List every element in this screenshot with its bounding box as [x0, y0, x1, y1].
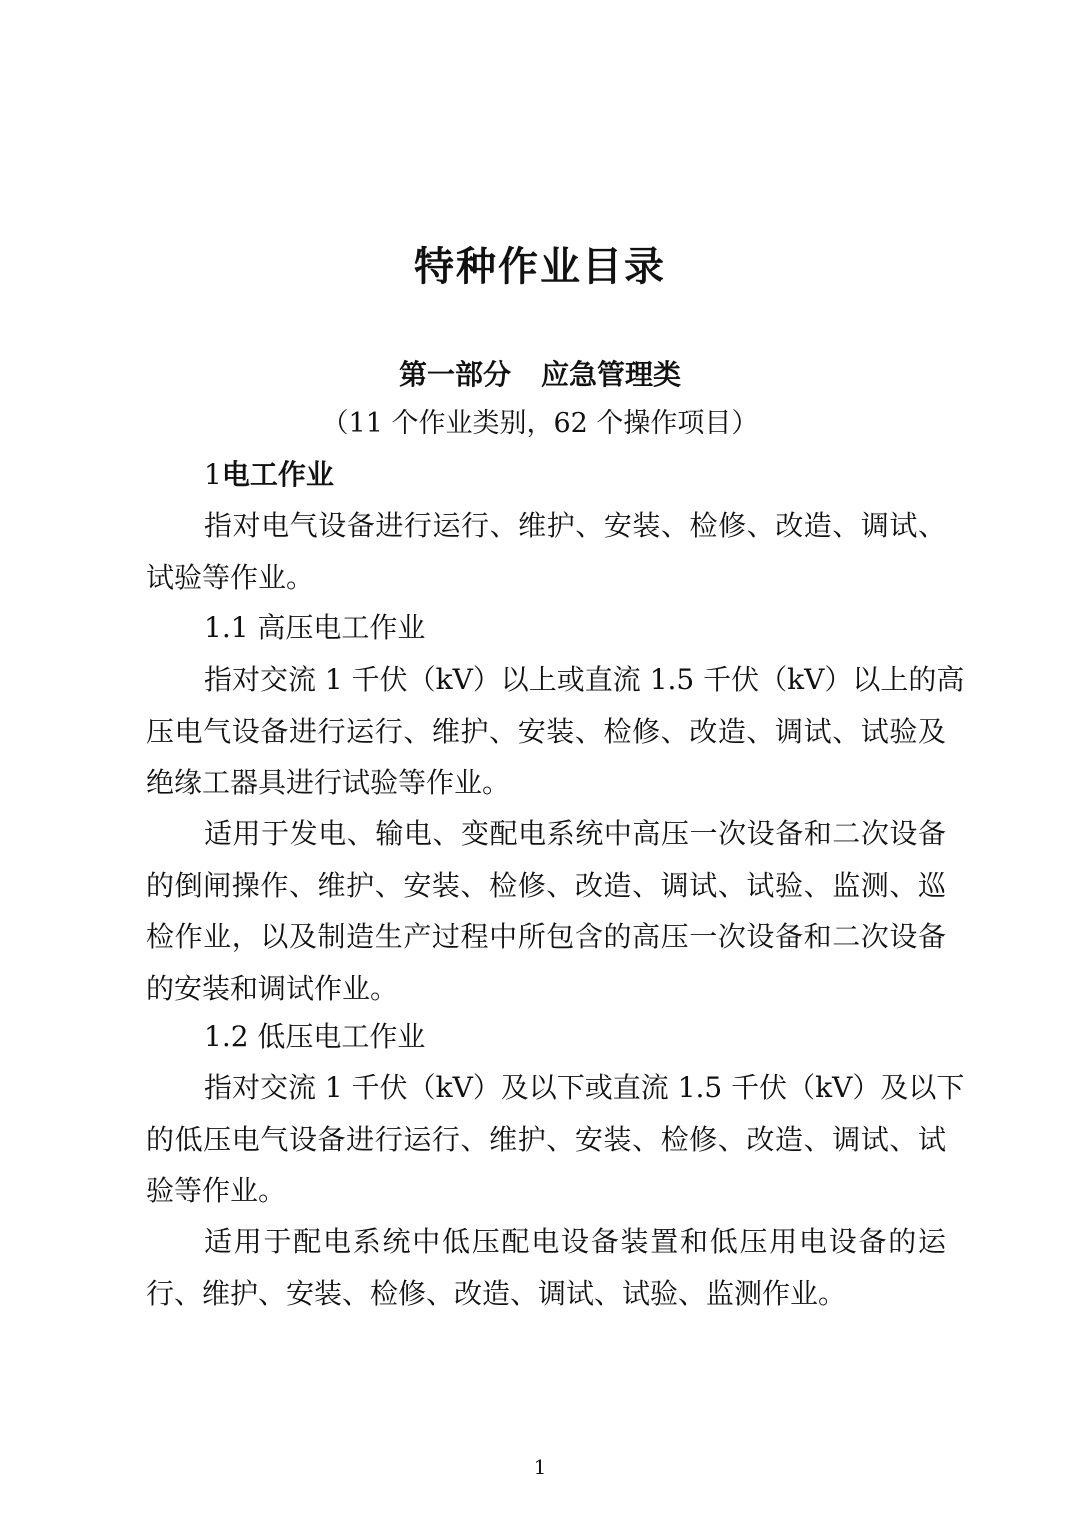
paragraph-line: 适用于发电、输电、变配电系统中高压一次设备和二次设备 [204, 817, 946, 850]
section-1-number: 1 [204, 458, 222, 491]
paragraph-line: 行、维护、安装、检修、改造、调试、试验、监测作业。 [146, 1276, 847, 1310]
paragraph-line: 的安装和调试作业。 [146, 971, 399, 1005]
document-title: 特种作业目录 [414, 244, 666, 290]
paragraph-line: 的倒闸操作、维护、安装、检修、改造、调试、试验、监测、巡 [146, 868, 946, 902]
section-1-heading [204, 452, 334, 498]
section-1-2-paragraph-1 [146, 1062, 965, 1217]
paragraph-line: 绝缘工器具进行试验等作业。 [146, 766, 511, 799]
section-1-2-paragraph-2 [146, 1216, 946, 1319]
paragraph-line: 压电气设备进行运行、维护、安装、检修、改造、调试、试验及 [146, 714, 946, 748]
part-heading [0, 352, 1080, 398]
section-1-1-paragraph-1 [146, 654, 965, 809]
part-number: 第一部分 [398, 358, 511, 391]
paragraph-line: 适用于配电系统中低压配电设备装置和低压用电设备的运 [204, 1225, 946, 1258]
section-1-1-paragraph-2 [146, 808, 946, 1014]
section-1-title: 电工作业 [221, 458, 334, 491]
section-1-1-heading: 1.1 高压电工作业 [204, 611, 426, 644]
paragraph-line: 检作业，以及制造生产过程中所包含的高压一次设备和二次设备 [146, 920, 946, 953]
part-name: 应急管理类 [541, 358, 682, 391]
paragraph-line: 的低压电气设备进行运行、维护、安装、检修、改造、调试、试 [146, 1122, 946, 1156]
section-1-2-heading: 1.2 低压电工作业 [204, 1020, 426, 1053]
paragraph-line: 验等作业。 [146, 1174, 287, 1207]
page-number: 1 [533, 1455, 547, 1479]
paragraph-line: 指对电气设备进行运行、维护、安装、检修、改造、调试、 [204, 509, 946, 542]
part-note: （11 个作业类别，62 个操作项目） [321, 408, 759, 439]
paragraph-line: 试验等作业。 [146, 560, 315, 594]
section-1-paragraph [146, 500, 946, 603]
paragraph-line: 指对交流 1 千伏（kV）及以下或直流 1.5 千伏（kV）及以下 [204, 1071, 965, 1104]
paragraph-line: 指对交流 1 千伏（kV）以上或直流 1.5 千伏（kV）以上的高 [204, 663, 965, 696]
